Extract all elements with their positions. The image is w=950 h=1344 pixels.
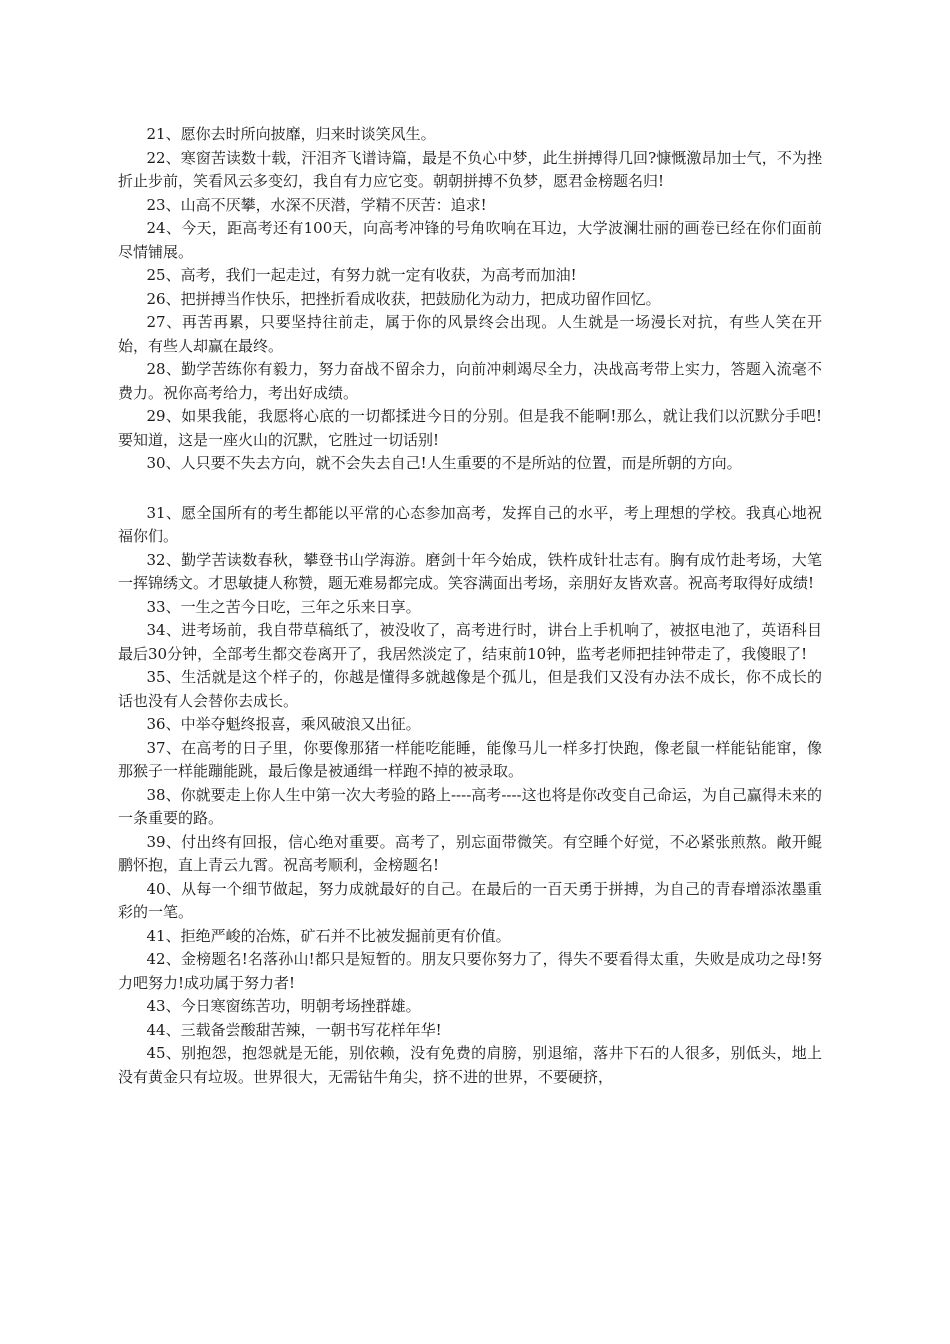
paragraph: 26、把拼搏当作快乐，把挫折看成收获，把鼓励化为动力，把成功留作回忆。 bbox=[146, 289, 661, 308]
paragraph: 35、生活就是这个样子的，你越是懂得多就越像是个孤儿，但是我们又没有办法不成长，你不成长的话也没有人会替你去成长。 bbox=[118, 668, 822, 710]
paragraph: 32、勤学苦读数春秋，攀登书山学海游。磨剑十年今始成，铁杵成针壮志有。胸有成竹赴考场，大笔一挥锦绣文。才思敏捷人称赞，题无难易都完成。笑容满面出考场，亲朋好友皆欢喜。祝高考取得好成绩! bbox=[118, 550, 822, 592]
paragraph: 45、别抱怨，抱怨就是无能，别依赖，没有免费的肩膀，别退缩，落井下石的人很多，别低头，地上没有黄金只有垃圾。世界很大，无需钻牛角尖，挤不进的世界，不要硬挤， bbox=[118, 1044, 822, 1086]
paragraph: 37、在高考的日子里，你要像那猪一样能吃能睡，能像马儿一样多打快跑，像老鼠一样能钻能窜，像那猴子一样能蹦能跳，最后像是被通缉一样跑不掉的被录取。 bbox=[118, 738, 822, 780]
paragraph: 38、你就要走上你人生中第一次大考验的路上----高考----这也将是你改变自己命运，为自己赢得未来的一条重要的路。 bbox=[118, 785, 822, 827]
section-gap bbox=[118, 476, 822, 502]
paragraph: 44、三载备尝酸甜苦辣，一朝书写花样年华! bbox=[146, 1020, 442, 1039]
paragraph-block-31-45 bbox=[118, 502, 822, 1090]
paragraph: 24、今天，距高考还有100天，向高考冲锋的号角吹响在耳边，大学波澜壮丽的画卷已经在你们面前尽情铺展。 bbox=[118, 219, 822, 261]
paragraph: 36、中举夺魁终报喜，乘风破浪又出征。 bbox=[146, 715, 421, 733]
paragraph: 39、付出终有回报，信心绝对重要。高考了，别忘面带微笑。有空睡个好觉，不必紧张煎熬。敞开鲲鹏怀抱，直上青云九霄。祝高考顺利，金榜题名! bbox=[118, 832, 822, 874]
paragraph: 42、金榜题名!名落孙山!都只是短暂的。朋友只要你努力了，得失不要看得太重，失败是成功之母!努力吧努力!成功属于努力者! bbox=[118, 950, 822, 992]
paragraph: 40、从每一个细节做起，努力成就最好的自己。在最后的一百天勇于拼搏，为自己的青春增添浓墨重彩的一笔。 bbox=[118, 879, 822, 921]
paragraph: 29、如果我能，我愿将心底的一切都揉进今日的分别。但是我不能啊!那么，就让我们以沉默分手吧!要知道，这是一座火山的沉默，它胜过一切话别! bbox=[118, 407, 822, 449]
paragraph: 23、山高不厌攀，水深不厌潜，学精不厌苦：追求! bbox=[146, 195, 487, 214]
paragraph: 27、再苦再累，只要坚持往前走，属于你的风景终会出现。人生就是一场漫长对抗，有些人笑在开始，有些人却赢在最终。 bbox=[118, 313, 822, 355]
paragraph: 28、勤学苦练你有毅力，努力奋战不留余力，向前冲刺竭尽全力，决战高考带上实力，答题入流毫不费力。祝你高考给力，考出好成绩。 bbox=[118, 360, 822, 402]
paragraph: 33、一生之苦今日吃，三年之乐来日享。 bbox=[146, 597, 421, 616]
paragraph: 41、拒绝严峻的冶炼，矿石并不比被发掘前更有价值。 bbox=[146, 926, 511, 945]
paragraph-block-21-30 bbox=[118, 123, 822, 476]
paragraph: 34、进考场前，我自带草稿纸了，被没收了，高考进行时，讲台上手机响了，被抠电池了，英语科目最后30分钟，全部考生都交卷离开了，我居然淡定了，结束前10钟，监考老师把挂钟带走了，我傻眼了! bbox=[118, 621, 822, 663]
paragraph: 22、寒窗苦读数十载，汗泪齐飞谱诗篇，最是不负心中梦，此生拼搏得几回?慷慨激昂加士气，不为挫折止步前，笑看风云多变幻，我自有力应它变。朝朝拼搏不负梦，愿君金榜题名归! bbox=[118, 148, 822, 190]
paragraph: 31、愿全国所有的考生都能以平常的心态参加高考，发挥自己的水平，考上理想的学校。我真心地祝福你们。 bbox=[118, 503, 822, 545]
paragraph: 30、人只要不失去方向，就不会失去自己!人生重要的不是所站的位置，而是所朝的方向。 bbox=[146, 454, 742, 472]
paragraph: 43、今日寒窗练苦功，明朝考场挫群雄。 bbox=[146, 997, 421, 1015]
paragraph: 25、高考，我们一起走过，有努力就一定有收获，为高考而加油! bbox=[146, 266, 577, 284]
paragraph: 21、愿你去时所向披靡，归来时谈笑风生。 bbox=[146, 125, 436, 143]
